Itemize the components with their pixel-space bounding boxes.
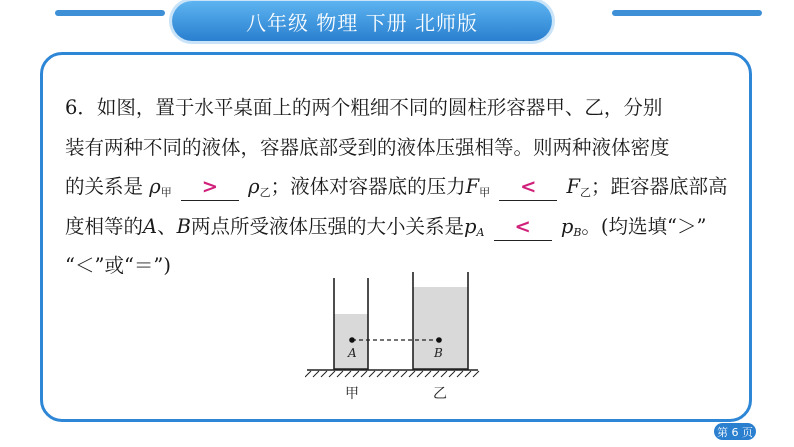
rho-symbol: ρ bbox=[248, 175, 260, 198]
text-segment: ；液体对容器底的压力 bbox=[270, 175, 466, 198]
question-line-5: “＜”或“＝”) bbox=[65, 254, 171, 277]
subscript-jia: 甲 bbox=[160, 186, 172, 199]
text-segment: ；距容器底部高 bbox=[591, 175, 728, 198]
text-segment: 的关系是 bbox=[65, 175, 144, 198]
point-a-label: A bbox=[143, 214, 158, 238]
point-a bbox=[349, 337, 355, 343]
question-line-4 bbox=[65, 207, 755, 247]
container-label-yi: 乙 bbox=[433, 386, 447, 402]
point-b-label: B bbox=[176, 214, 191, 238]
containers-figure bbox=[305, 270, 480, 412]
table-hatching bbox=[305, 371, 479, 377]
rho-symbol: ρ bbox=[149, 175, 161, 198]
page-number-badge: 第 6 页 bbox=[714, 423, 756, 440]
subscript-yi: 乙 bbox=[580, 186, 592, 199]
text-segment: 两点所受液体压强的大小关系是 bbox=[190, 214, 464, 238]
question-line-3 bbox=[65, 167, 755, 207]
figure-label-a: A bbox=[348, 346, 357, 360]
subscript-b: B bbox=[573, 225, 582, 239]
point-b bbox=[436, 337, 442, 343]
container-label-jia: 甲 bbox=[345, 386, 359, 402]
figure-label-b: B bbox=[434, 346, 443, 360]
header-decor-left bbox=[55, 10, 165, 16]
text-segment: 度相等的 bbox=[65, 214, 144, 238]
question-line-1: 6．如图，置于水平桌面上的两个粗细不同的圆柱形容器甲、乙，分别 bbox=[65, 96, 663, 119]
subscript-a: A bbox=[476, 225, 485, 239]
text-segment: 、 bbox=[157, 214, 177, 238]
text-segment: 。(均选填“＞” bbox=[581, 214, 707, 238]
answer-blank-force: < bbox=[499, 174, 557, 201]
subscript-yi: 乙 bbox=[259, 186, 271, 199]
header-title: 八年级 物理 下册 北师版 bbox=[172, 1, 552, 41]
force-symbol: F bbox=[465, 175, 480, 198]
question-text bbox=[65, 88, 755, 286]
question-line-2: 装有两种不同的液体，容器底部受到的液体压强相等。则两种液体密度 bbox=[65, 135, 670, 159]
answer-blank-density: > bbox=[181, 174, 239, 201]
subscript-jia: 甲 bbox=[479, 186, 491, 199]
answer-blank-pressure: < bbox=[494, 214, 552, 241]
pressure-symbol: p bbox=[463, 214, 477, 238]
force-symbol: F bbox=[566, 175, 581, 198]
header-decor-right bbox=[612, 10, 762, 16]
pressure-symbol: p bbox=[560, 214, 574, 238]
